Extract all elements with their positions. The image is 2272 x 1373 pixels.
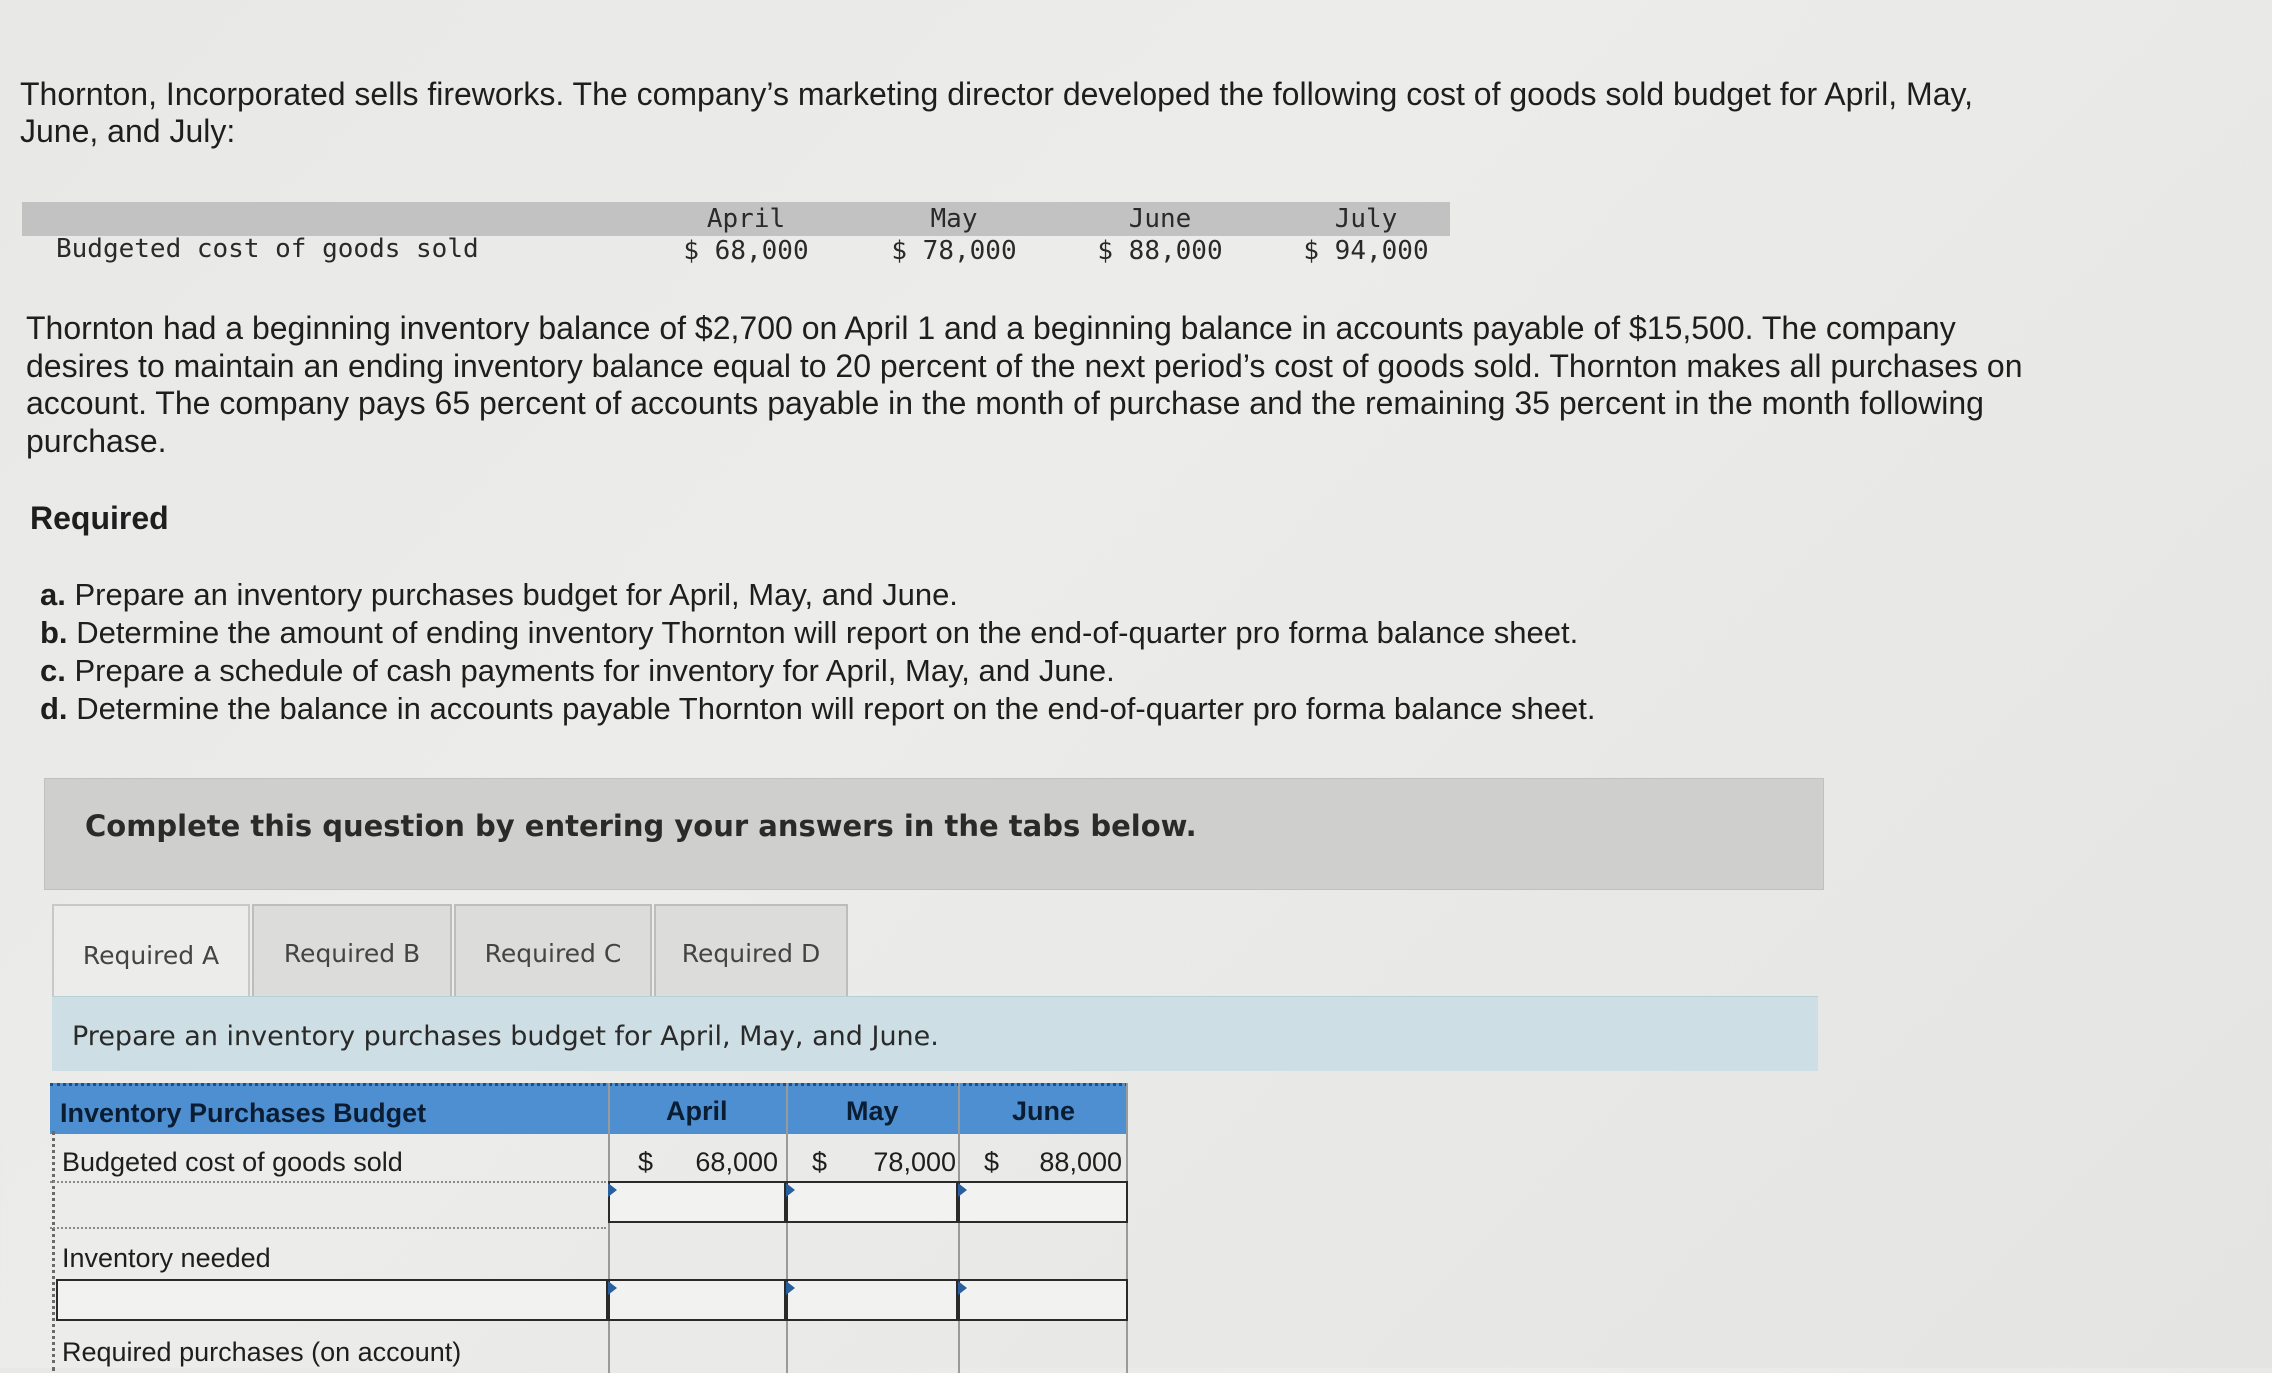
row-label-cogs: Budgeted cost of goods sold [62,1147,403,1177]
budget-header-row [50,1083,1128,1134]
required-text: Determine the amount of ending inventory Thornton will report on the end-of-quarter pro forma balance sheet. [76,615,1579,650]
required-item [40,652,1940,690]
cogs-value: $ 94,000 [1303,236,1429,266]
input-marker-icon [958,1183,967,1197]
input-marker-icon [958,1281,967,1295]
cogs-month: July [1334,204,1398,234]
row-label-inventory-needed: Inventory needed [62,1243,271,1273]
required-item [40,614,1940,652]
instructions-text: Complete this question by entering your answers in the tabs below. [85,809,1197,843]
budget-month-june: June [1012,1096,1076,1126]
cogs-month: June [1128,204,1192,234]
cogs-col-july [1266,202,1466,266]
cogs-col-may [854,202,1054,266]
required-letter: a. [40,577,66,612]
budget-title: Inventory Purchases Budget [60,1098,427,1128]
input-marker-icon [786,1281,795,1295]
beginning-inventory-april-input[interactable] [608,1279,786,1321]
required-text: Prepare a schedule of cash payments for inventory for April, May, and June. [74,653,1115,688]
tab-required-d[interactable]: Required D [654,904,848,1000]
cogs-row-label: Budgeted cost of goods sold [56,234,479,264]
cogs-month: May [930,204,978,234]
required-letter: c. [40,653,66,688]
problem-paragraph: Thornton had a beginning inventory balance of $2,700 on April 1 and a beginning balance in accounts payable of $15,500. The company desires to maintain an ending inventory balance equal to 20 percent of the next period’s cost of goods sold. Thornton makes all purchases on account. The company pays 65 percent of accounts payable in the month of purchase and the remaining 35 percent in the month following purchase. [26,310,2023,459]
input-marker-icon [786,1183,795,1197]
less-row-label-input[interactable] [56,1279,608,1321]
tab-instruction-text: Prepare an inventory purchases budget for April, May, and June. [72,1021,939,1052]
row-label-required-purchases: Required purchases (on account) [62,1337,462,1367]
dollar-sign: $ [984,1147,1000,1177]
add-ending-inventory-may-input[interactable] [786,1181,958,1223]
instructions-banner [44,778,1824,890]
required-text: Prepare an inventory purchases budget for April, May, and June. [74,577,958,612]
add-ending-inventory-april-input[interactable] [608,1181,786,1223]
cogs-value: $ 88,000 [1097,236,1223,266]
required-heading: Required [30,500,169,536]
cogs-col-june [1060,202,1260,266]
col-divider [1126,1083,1128,1373]
beginning-inventory-may-input[interactable] [786,1279,958,1321]
input-marker-icon [608,1281,617,1295]
tab-required-a[interactable]: Required A [52,904,250,1004]
row-dotted-edge [52,1131,61,1371]
required-text: Determine the balance in accounts payable Thornton will report on the end-of-quarter pro forma balance sheet. [76,691,1596,726]
beginning-inventory-june-input[interactable] [958,1279,1128,1321]
tab-required-b[interactable]: Required B [252,904,452,1000]
dollar-sign: $ [638,1147,654,1177]
dollar-sign: $ [812,1147,828,1177]
budget-month-may: May [846,1096,899,1126]
cogs-col-april [646,202,846,266]
tab-required-c[interactable]: Required C [454,904,652,1000]
row-divider [50,1181,606,1183]
cogs-value: $ 78,000 [891,236,1017,266]
tab-instruction-bar [52,996,1818,1071]
required-item [40,690,1940,728]
required-letter: b. [40,615,68,650]
row-divider [50,1227,606,1229]
required-list [40,576,1940,728]
col-divider [786,1083,788,1373]
required-item [40,576,1940,614]
required-letter: d. [40,691,68,726]
cogs-june-value: 88,000 [1039,1147,1122,1177]
col-divider [608,1083,610,1373]
inventory-purchases-budget [50,1083,1128,1373]
budget-month-april: April [666,1096,728,1126]
cogs-value: $ 68,000 [683,236,809,266]
cogs-april-value: 68,000 [695,1147,778,1177]
input-marker-icon [608,1183,617,1197]
cogs-may-value: 78,000 [873,1147,956,1177]
cogs-month: April [706,204,786,234]
cogs-budget-table [22,202,1450,266]
col-divider [958,1083,960,1373]
add-ending-inventory-june-input[interactable] [958,1181,1128,1223]
problem-intro: Thornton, Incorporated sells fireworks. The company’s marketing director developed the following cost of goods sold budget for April, May, June, and July: [20,76,1974,149]
